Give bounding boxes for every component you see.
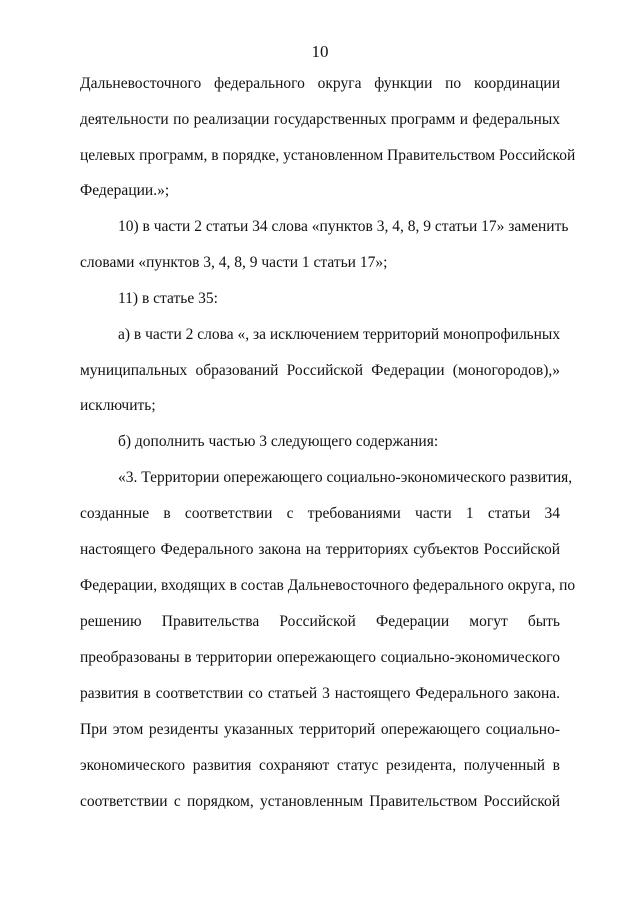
text-line: целевых программ, в порядке, установленном Правительством Российской: [80, 147, 576, 164]
text-line: исключить;: [80, 397, 156, 414]
text-line: «3. Территории опережающего социально-экономического развития,: [118, 469, 573, 486]
text-line: муниципальных образований Российской Федерации (моногородов),»: [80, 362, 560, 379]
page-number: 10: [311, 42, 329, 61]
text-line: преобразованы в территории опережающего социально-экономического: [80, 649, 560, 666]
text-line: развития в соответствии со статьей 3 настоящего Федерального закона.: [80, 685, 560, 702]
text-line: настоящего Федерального закона на территориях субъектов Российской: [80, 541, 560, 558]
text-line: решению Правительства Российской Федерации могут быть: [80, 613, 560, 630]
text-line: 10) в части 2 статьи 34 слова «пунктов 3, 4, 8, 9 статьи 17» заменить: [118, 218, 569, 235]
text-line: б) дополнить частью 3 следующего содержания:: [118, 433, 439, 450]
text-line: 11) в статье 35:: [118, 290, 218, 307]
text-line: Федерации, входящих в состав Дальневосточного федерального округа, по: [80, 577, 576, 594]
text-line: Федерации.»;: [80, 182, 170, 199]
text-line: соответствии с порядком, установленным Правительством Российской: [80, 793, 560, 810]
text-line: деятельности по реализации государственных программ и федеральных: [80, 111, 560, 128]
text-line: созданные в соответствии с требованиями части 1 статьи 34: [80, 505, 560, 522]
text-line: словами «пунктов 3, 4, 8, 9 части 1 статьи 17»;: [80, 254, 388, 271]
text-line: экономического развития сохраняют статус резидента, полученный в: [80, 757, 560, 774]
text-line: При этом резиденты указанных территорий опережающего социально-: [80, 721, 560, 738]
text-line: а) в части 2 слова «, за исключением территорий монопрофильных: [118, 326, 561, 343]
text-line: Дальневосточного федерального округа функции по координации: [80, 75, 560, 92]
